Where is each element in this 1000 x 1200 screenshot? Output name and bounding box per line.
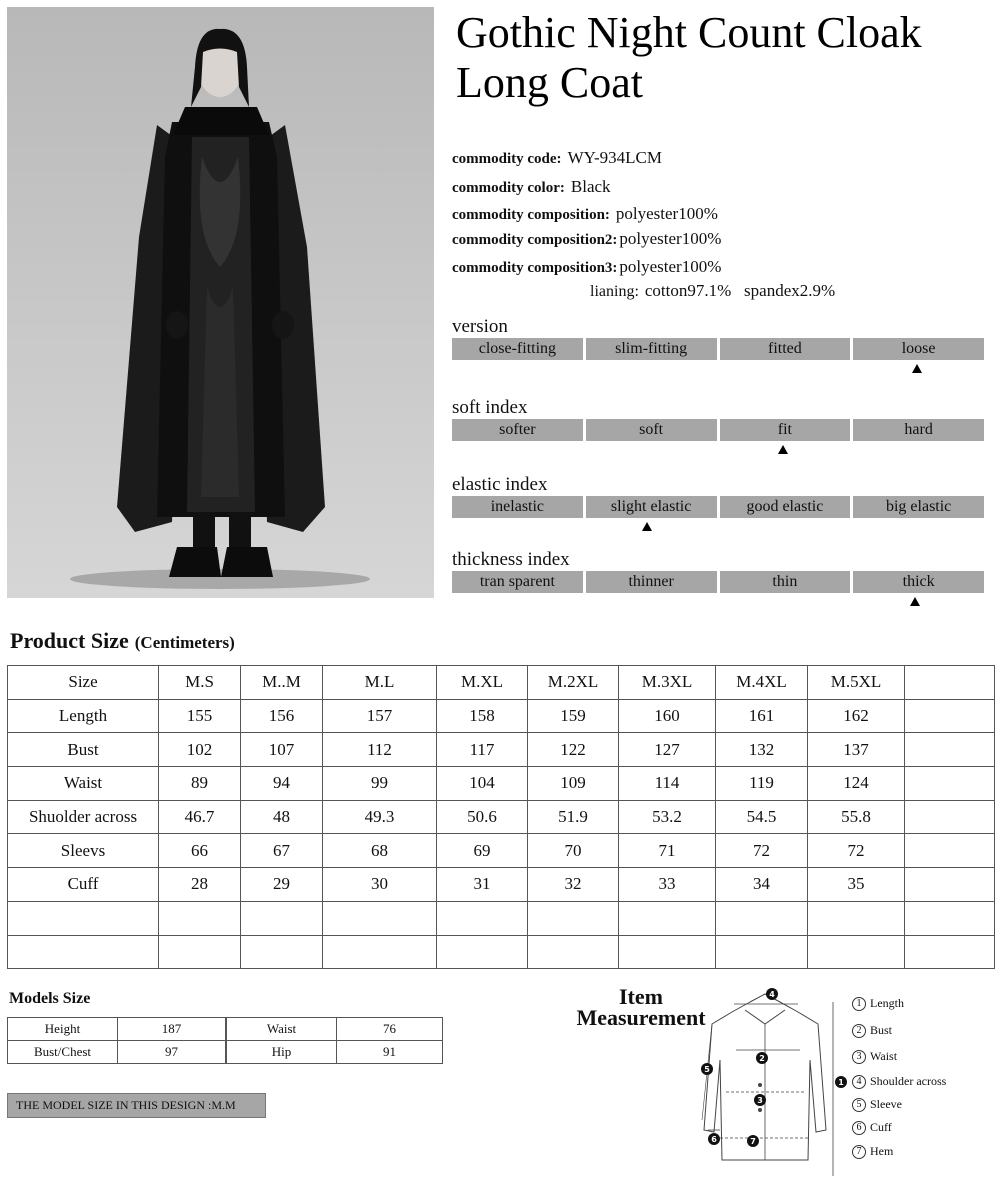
table-row xyxy=(8,767,995,801)
table-cell: Bust/Chest xyxy=(8,1041,118,1064)
table-cell: 162 xyxy=(808,699,905,733)
table-cell xyxy=(905,699,995,733)
index-option: thin xyxy=(720,571,851,593)
index-option: slim-fitting xyxy=(586,338,717,360)
table-cell: 119 xyxy=(716,767,808,801)
table-row-label: Sleevs xyxy=(8,834,159,868)
coat-measurement-diagram xyxy=(690,980,850,1180)
index-option: tran sparent xyxy=(452,571,583,593)
model-in-cloak-illustration xyxy=(7,7,434,598)
table-cell: 69 xyxy=(437,834,528,868)
size-table xyxy=(7,665,995,969)
table-cell: 159 xyxy=(528,699,619,733)
table-cell: Height xyxy=(8,1018,118,1041)
table-cell xyxy=(159,901,241,935)
table-cell: 48 xyxy=(241,800,323,834)
legend-number-icon: 5 xyxy=(852,1098,866,1112)
table-cell: 72 xyxy=(716,834,808,868)
table-row xyxy=(8,1018,226,1041)
table-cell: 104 xyxy=(437,767,528,801)
table-row xyxy=(227,1041,443,1064)
table-cell: 72 xyxy=(808,834,905,868)
table-cell: 97 xyxy=(118,1041,226,1064)
table-cell: 114 xyxy=(619,767,716,801)
table-cell: 68 xyxy=(323,834,437,868)
table-cell: 127 xyxy=(619,733,716,767)
table-cell: 29 xyxy=(241,868,323,902)
table-row-label: Bust xyxy=(8,733,159,767)
spec-commodity-composition2 xyxy=(452,229,721,249)
version-index xyxy=(452,316,984,360)
thickness-index xyxy=(452,549,984,593)
table-cell xyxy=(437,935,528,969)
index-option: good elastic xyxy=(720,496,851,518)
legend-item-cuff xyxy=(852,1120,892,1135)
selected-marker-icon xyxy=(912,364,922,373)
spec-value: WY-934LCM xyxy=(567,148,663,167)
table-header-cell: M.3XL xyxy=(619,666,716,700)
table-header-cell: M.2XL xyxy=(528,666,619,700)
table-cell xyxy=(716,935,808,969)
table-cell: 76 xyxy=(337,1018,443,1041)
table-cell: 107 xyxy=(241,733,323,767)
legend-item-sleeve xyxy=(852,1097,902,1112)
table-cell xyxy=(716,901,808,935)
table-cell xyxy=(437,901,528,935)
models-table-right xyxy=(226,1017,443,1064)
table-cell: 112 xyxy=(323,733,437,767)
spec-commodity-code xyxy=(452,148,662,168)
legend-item-shoulder-across xyxy=(852,1074,946,1089)
spec-value: polyester100% xyxy=(619,229,722,248)
index-option: hard xyxy=(853,419,984,441)
table-cell: 89 xyxy=(159,767,241,801)
table-cell: 155 xyxy=(159,699,241,733)
legend-label: Bust xyxy=(870,1023,893,1037)
table-row xyxy=(8,800,995,834)
table-row-label: Shuolder across xyxy=(8,800,159,834)
table-cell xyxy=(808,935,905,969)
table-cell: 187 xyxy=(118,1018,226,1041)
index-title: version xyxy=(452,316,508,337)
table-cell xyxy=(808,901,905,935)
table-cell: 157 xyxy=(323,699,437,733)
spec-commodity-composition xyxy=(452,204,718,224)
table-header-cell: M.5XL xyxy=(808,666,905,700)
table-cell xyxy=(528,901,619,935)
legend-item-hem xyxy=(852,1144,893,1159)
product-title: Gothic Night Count Cloak Long Coat xyxy=(456,8,922,107)
table-header-cell: M.XL xyxy=(437,666,528,700)
table-cell: 35 xyxy=(808,868,905,902)
table-row xyxy=(8,1041,226,1064)
spec-value: polyester100% xyxy=(615,204,718,223)
table-cell xyxy=(905,800,995,834)
legend-label: Sleeve xyxy=(870,1097,902,1111)
table-cell: 54.5 xyxy=(716,800,808,834)
diagram-marker-label: 6 xyxy=(711,1135,717,1144)
table-cell xyxy=(905,834,995,868)
spec-label: commodity color: xyxy=(452,180,565,196)
table-row xyxy=(8,901,995,935)
index-bar xyxy=(452,571,984,593)
legend-item-bust xyxy=(852,1023,892,1038)
models-size-heading: Models Size xyxy=(9,990,91,1007)
table-cell xyxy=(241,935,323,969)
table-cell: 67 xyxy=(241,834,323,868)
table-header-row xyxy=(8,666,995,700)
spec-label: lianing: xyxy=(590,283,639,300)
item-measurement-title-line2: Measurement xyxy=(576,1005,706,1030)
diagram-marker-label: 2 xyxy=(759,1054,765,1063)
table-cell: 158 xyxy=(437,699,528,733)
model-size-note: THE MODEL SIZE IN THIS DESIGN :M.M xyxy=(7,1093,266,1118)
table-cell: 102 xyxy=(159,733,241,767)
table-cell: 53.2 xyxy=(619,800,716,834)
index-option: close-fitting xyxy=(452,338,583,360)
index-option: fit xyxy=(720,419,851,441)
item-measurement-title-line1: Item xyxy=(619,984,663,1009)
spec-value: cotton97.1% spandex2.9% xyxy=(644,281,836,300)
table-cell: 46.7 xyxy=(159,800,241,834)
table-row xyxy=(8,868,995,902)
index-title: soft index xyxy=(452,397,528,418)
table-cell: 132 xyxy=(716,733,808,767)
table-cell: 51.9 xyxy=(528,800,619,834)
product-size-title: Product Size xyxy=(10,628,129,653)
table-cell: 30 xyxy=(323,868,437,902)
index-option: loose xyxy=(853,338,984,360)
table-cell: 50.6 xyxy=(437,800,528,834)
legend-item-waist xyxy=(852,1049,897,1064)
table-cell xyxy=(528,935,619,969)
table-cell: 71 xyxy=(619,834,716,868)
spec-label: commodity composition: xyxy=(452,207,610,223)
table-cell: 94 xyxy=(241,767,323,801)
table-cell: 124 xyxy=(808,767,905,801)
legend-label: Cuff xyxy=(870,1120,892,1134)
table-cell: Hip xyxy=(227,1041,337,1064)
index-option: soft xyxy=(586,419,717,441)
legend-item-length xyxy=(852,996,904,1011)
index-option: slight elastic xyxy=(586,496,717,518)
table-header-cell: M.L xyxy=(323,666,437,700)
legend-label: Length xyxy=(870,996,904,1010)
table-cell: 66 xyxy=(159,834,241,868)
table-cell: 109 xyxy=(528,767,619,801)
table-cell: 160 xyxy=(619,699,716,733)
spec-commodity-composition3 xyxy=(452,257,721,277)
legend-number-icon: 1 xyxy=(852,997,866,1011)
index-option: inelastic xyxy=(452,496,583,518)
selected-marker-icon xyxy=(910,597,920,606)
diagram-marker-label: 5 xyxy=(704,1065,710,1074)
spec-value: Black xyxy=(570,177,611,196)
table-cell xyxy=(323,901,437,935)
table-row-label: Length xyxy=(8,699,159,733)
index-bar xyxy=(452,338,984,360)
table-cell xyxy=(905,868,995,902)
table-cell xyxy=(323,935,437,969)
table-cell: 32 xyxy=(528,868,619,902)
legend-label: Hem xyxy=(870,1144,894,1158)
product-size-unit: (Centimeters) xyxy=(134,633,235,652)
table-cell xyxy=(905,767,995,801)
index-option: big elastic xyxy=(853,496,984,518)
selected-marker-icon xyxy=(642,522,652,531)
index-title: elastic index xyxy=(452,474,548,495)
table-header-cell xyxy=(905,666,995,700)
table-row xyxy=(8,699,995,733)
table-row-label: Cuff xyxy=(8,868,159,902)
table-cell: 55.8 xyxy=(808,800,905,834)
index-title: thickness index xyxy=(452,549,570,570)
table-cell xyxy=(619,901,716,935)
spec-label: commodity composition3: xyxy=(452,260,618,276)
index-option: thinner xyxy=(586,571,717,593)
table-cell: 137 xyxy=(808,733,905,767)
diagram-marker-label: 3 xyxy=(757,1096,763,1105)
table-cell xyxy=(241,901,323,935)
table-row xyxy=(227,1018,443,1041)
spec-commodity-color xyxy=(452,177,611,197)
table-cell xyxy=(905,733,995,767)
elastic-index xyxy=(452,474,984,518)
table-cell: 161 xyxy=(716,699,808,733)
table-row xyxy=(8,935,995,969)
table-row-label xyxy=(8,901,159,935)
table-header-cell: M.S xyxy=(159,666,241,700)
table-header-cell: M..M xyxy=(241,666,323,700)
table-cell: 70 xyxy=(528,834,619,868)
diagram-marker-label: 7 xyxy=(750,1137,756,1146)
legend-number-icon: 2 xyxy=(852,1024,866,1038)
legend-label: Waist xyxy=(870,1049,898,1063)
index-option: thick xyxy=(853,571,984,593)
table-cell: 49.3 xyxy=(323,800,437,834)
legend-number-icon: 6 xyxy=(852,1121,866,1135)
table-cell: 156 xyxy=(241,699,323,733)
selected-marker-icon xyxy=(778,445,788,454)
table-row-label: Waist xyxy=(8,767,159,801)
table-cell: 34 xyxy=(716,868,808,902)
legend-number-icon: 7 xyxy=(852,1145,866,1159)
table-cell: 31 xyxy=(437,868,528,902)
table-cell xyxy=(159,935,241,969)
index-bar xyxy=(452,496,984,518)
diagram-marker-label: 4 xyxy=(769,990,775,999)
table-cell: 91 xyxy=(337,1041,443,1064)
table-header-cell: Size xyxy=(8,666,159,700)
table-cell: Waist xyxy=(227,1018,337,1041)
legend-number-icon: 3 xyxy=(852,1050,866,1064)
index-bar xyxy=(452,419,984,441)
table-cell: 117 xyxy=(437,733,528,767)
product-size-heading xyxy=(10,628,235,654)
soft-index xyxy=(452,397,984,441)
table-row-label xyxy=(8,935,159,969)
index-option: softer xyxy=(452,419,583,441)
index-option: fitted xyxy=(720,338,851,360)
table-cell xyxy=(905,901,995,935)
legend-number-icon: 4 xyxy=(852,1075,866,1089)
table-row xyxy=(8,834,995,868)
diagram-marker-label: 1 xyxy=(838,1078,844,1087)
product-photo xyxy=(7,7,434,598)
table-row xyxy=(8,733,995,767)
spec-value: polyester100% xyxy=(619,257,722,276)
models-table-left xyxy=(7,1017,226,1064)
legend-label: Shoulder across xyxy=(870,1074,947,1088)
table-header-cell: M.4XL xyxy=(716,666,808,700)
spec-label: commodity composition2: xyxy=(452,232,618,248)
table-cell: 99 xyxy=(323,767,437,801)
table-cell xyxy=(905,935,995,969)
spec-label: commodity code: xyxy=(452,151,562,167)
table-cell: 28 xyxy=(159,868,241,902)
table-cell xyxy=(619,935,716,969)
table-cell: 122 xyxy=(528,733,619,767)
table-cell: 33 xyxy=(619,868,716,902)
spec-lining xyxy=(590,281,835,301)
